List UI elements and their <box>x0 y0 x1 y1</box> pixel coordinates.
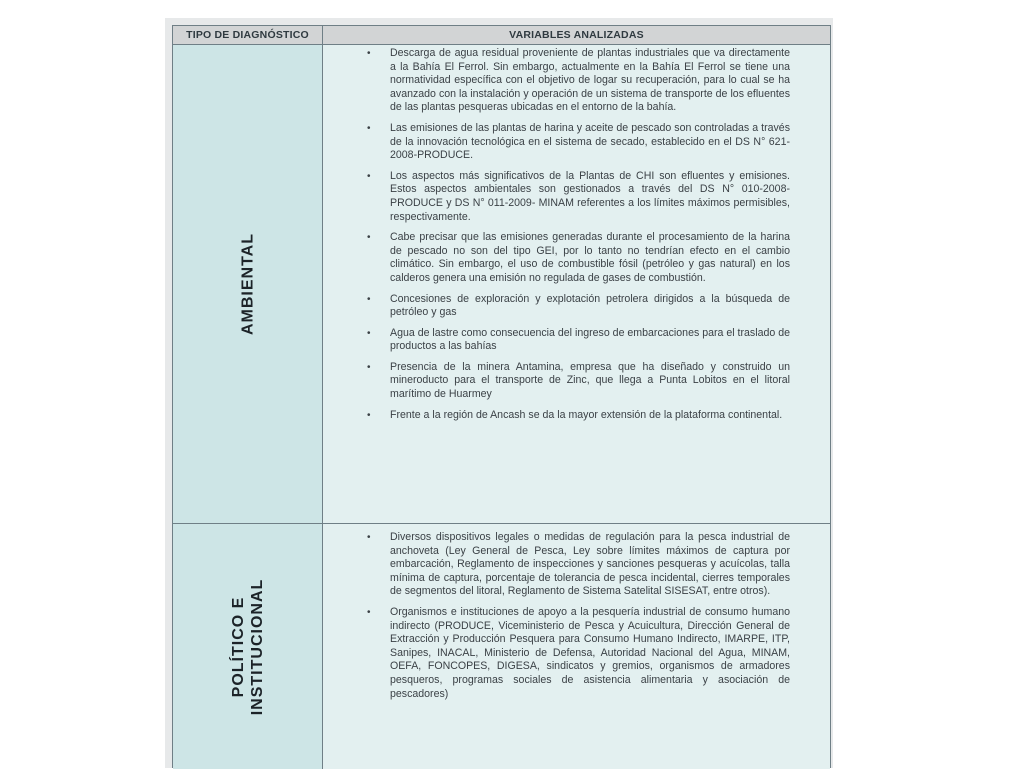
bullet-icon: • <box>367 606 371 618</box>
table-row-ambiental <box>173 45 830 524</box>
list-item <box>323 531 830 599</box>
variables-list <box>323 47 830 429</box>
list-item <box>323 327 830 354</box>
list-item <box>323 361 830 402</box>
row-label-line: AMBIENTAL <box>239 232 256 336</box>
bullet-icon: • <box>367 170 371 182</box>
list-item <box>323 170 830 224</box>
document-page <box>165 18 833 768</box>
bullet-icon: • <box>367 327 371 339</box>
row-label-ambiental <box>238 233 257 335</box>
bullet-icon: • <box>367 122 371 134</box>
list-item <box>323 231 830 285</box>
bullet-icon: • <box>367 409 371 421</box>
bullet-icon: • <box>367 293 371 305</box>
list-item <box>323 47 830 115</box>
bullet-icon: • <box>367 48 371 59</box>
list-item-text: Los aspectos más significativos de la Plantas de CHI son efluentes y emisiones. Estos aspectos ambientales son gestionados a través del DS N° 010-2008-PRODUCE y DS N° 011-2009- MINAM referentes a los límites máximos permisibles, respectivamente. <box>390 169 790 223</box>
variables-list <box>323 531 830 708</box>
row-label-politico-institucional <box>229 578 267 715</box>
list-item-text: Presencia de la minera Antamina, empresa que ha diseñado y construido un mineroducto para el transporte de Zinc, que llega a Punta Lobitos en el litoral marítimo de Huarmey <box>390 360 790 401</box>
list-item-text: Concesiones de exploración y explotación petrolera dirigidos a la búsqueda de petróleo y gas <box>390 292 790 319</box>
list-item-text: Agua de lastre como consecuencia del ingreso de embarcaciones para el traslado de productos a las bahías <box>390 326 790 353</box>
variables-cell <box>323 45 830 523</box>
diagnosis-table <box>172 25 831 768</box>
list-item <box>323 409 830 423</box>
row-label-line: POLÍTICO E <box>229 596 247 697</box>
list-item-text: Organismos e instituciones de apoyo a la pesquería industrial de consumo humano indirecto (PRODUCE, Viceministerio de Pesca y Acuicultura, Dirección General de Extracción y Producción Pesquera para Consumo Humano Indirecto, IMARPE, ITP, Sanipes, INACAL, Ministerio de Defensa, Autoridad Nacional del Agua, MINAM, OEFA, FONCOPES, DIGESA, sindicatos y gremios, organismos de armadores pesqueros, programas sociales de asistencia alimentaria y asociación de pescadores) <box>390 605 790 700</box>
list-item <box>323 293 830 320</box>
row-label-cell <box>173 45 323 523</box>
bullet-icon: • <box>367 232 371 244</box>
table-row-politico-institucional <box>173 524 830 769</box>
row-label-cell <box>173 524 323 769</box>
list-item-text: Las emisiones de las plantas de harina y aceite de pescado son controladas a través de la innovación tecnológica en el sistema de secado, establecido en el DS N° 621-2008-PRODUCE. <box>390 121 790 162</box>
bullet-icon: • <box>367 532 371 543</box>
bullet-icon: • <box>367 361 371 373</box>
list-item <box>323 606 830 701</box>
header-variables-analizadas: VARIABLES ANALIZADAS <box>509 29 644 41</box>
list-item-text: Descarga de agua residual proveniente de plantas industriales que va directamente a la Bahía El Ferrol. Sin embargo, actualmente en la Bahía El Ferrol se tiene una normatividad específica con el objetivo de logar su recuperación, para lo cual se ha avanzado con la instalación y operación de un sistema de transporte de los efluentes de las plantas pesqueras ubicadas en el entorno de la bahía. <box>390 47 790 114</box>
table-header <box>173 26 830 45</box>
header-tipo-diagnostico: TIPO DE DIAGNÓSTICO <box>173 26 323 44</box>
row-label-line: INSTITUCIONAL <box>248 578 266 715</box>
list-item-text: Diversos dispositivos legales o medidas de regulación para la pesca industrial de anchoveta (Ley General de Pesca, Ley sobre límites máximos de captura por embarcación, Reglamento de inspecciones y sanciones pesqueras y acuícolas, talla mínima de captura, porcentaje de tolerancia de pesca incidental, cierres temporales de segmentos del litoral, Reglamento de Sistema Satelital SISESAT, entre otros). <box>390 531 790 598</box>
list-item-text: Cabe precisar que las emisiones generadas durante el procesamiento de la harina de pescado no son del tipo GEI, por lo tanto no tendrían efecto en el cambio climático. Sin embargo, el uso de combustible fósil (petróleo y gas natural) en los calderos genera una emisión no regulada de gases de combustión. <box>390 231 790 284</box>
list-item-text: Frente a la región de Ancash se da la mayor extensión de la plataforma continental. <box>390 408 783 421</box>
variables-cell <box>323 524 830 769</box>
list-item <box>323 122 830 163</box>
